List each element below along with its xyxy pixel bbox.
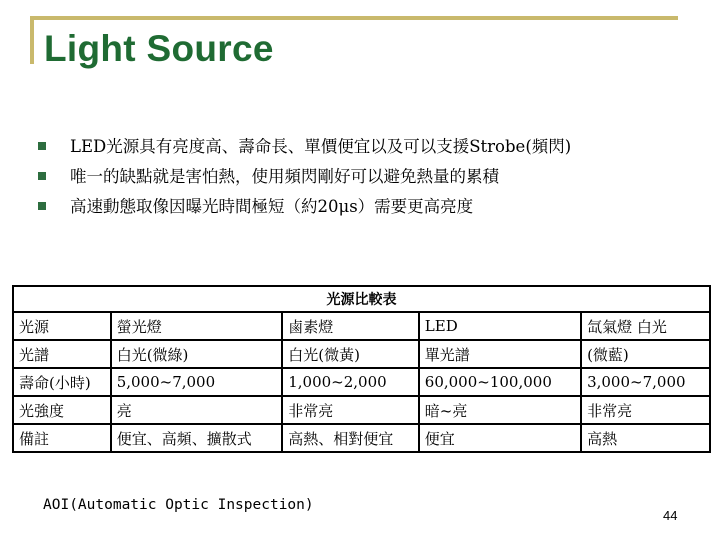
table-cell: 亮 xyxy=(111,396,283,424)
table-caption: 光源比較表 xyxy=(13,286,710,312)
table-cell: 便宜 xyxy=(419,424,581,452)
table-row xyxy=(13,424,710,452)
frame-top-line xyxy=(30,16,678,20)
slide-title: Light Source xyxy=(44,28,274,69)
bullet-list xyxy=(38,136,698,226)
bullet-item xyxy=(38,196,698,218)
bullet-text: 唯一的缺點就是害怕熱，使用頻閃剛好可以避免熱量的累積 xyxy=(70,167,499,186)
frame-left-line xyxy=(30,16,34,64)
bullet-text: LED光源具有亮度高、壽命長、單價便宜以及可以支援Strobe(頻閃) xyxy=(70,137,572,156)
square-bullet-icon xyxy=(38,142,46,150)
table-cell: 單光譜 xyxy=(419,340,581,368)
table-row xyxy=(13,340,710,368)
table-cell: 5,000~7,000 xyxy=(111,368,283,396)
table-cell: 光強度 xyxy=(13,396,111,424)
table-cell: 光源 xyxy=(13,312,111,340)
table-cell: 高熱、相對便宜 xyxy=(282,424,419,452)
table-cell: 備註 xyxy=(13,424,111,452)
table-cell: LED xyxy=(419,312,581,340)
table-row xyxy=(13,312,710,340)
table-cell: 高熱 xyxy=(581,424,710,452)
table-cell: 氙氣燈 白光 xyxy=(581,312,710,340)
table-row xyxy=(13,396,710,424)
table-cell: 暗~亮 xyxy=(419,396,581,424)
table-cell: 便宜、高頻、擴散式 xyxy=(111,424,283,452)
footer-text: AOI(Automatic Optic Inspection) xyxy=(43,497,314,513)
table-cell: 鹵素燈 xyxy=(282,312,419,340)
table-cell: 白光(微綠) xyxy=(111,340,283,368)
table-cell: 白光(微黃) xyxy=(282,340,419,368)
bullet-item xyxy=(38,166,698,188)
table-cell: 螢光燈 xyxy=(111,312,283,340)
page-number: 44 xyxy=(663,508,678,523)
table-cell: 非常亮 xyxy=(581,396,710,424)
table-cell: 壽命(小時) xyxy=(13,368,111,396)
light-source-comparison-table xyxy=(12,285,711,453)
table-cell: 1,000~2,000 xyxy=(282,368,419,396)
table-cell: 光譜 xyxy=(13,340,111,368)
table-cell: 3,000~7,000 xyxy=(581,368,710,396)
square-bullet-icon xyxy=(38,202,46,210)
table-cell: 非常亮 xyxy=(282,396,419,424)
bullet-item xyxy=(38,136,698,158)
square-bullet-icon xyxy=(38,172,46,180)
table-cell: 60,000~100,000 xyxy=(419,368,581,396)
bullet-text: 高速動態取像因曝光時間極短（約20μs）需要更高亮度 xyxy=(70,197,474,216)
table-row xyxy=(13,368,710,396)
table-cell: (微藍) xyxy=(581,340,710,368)
